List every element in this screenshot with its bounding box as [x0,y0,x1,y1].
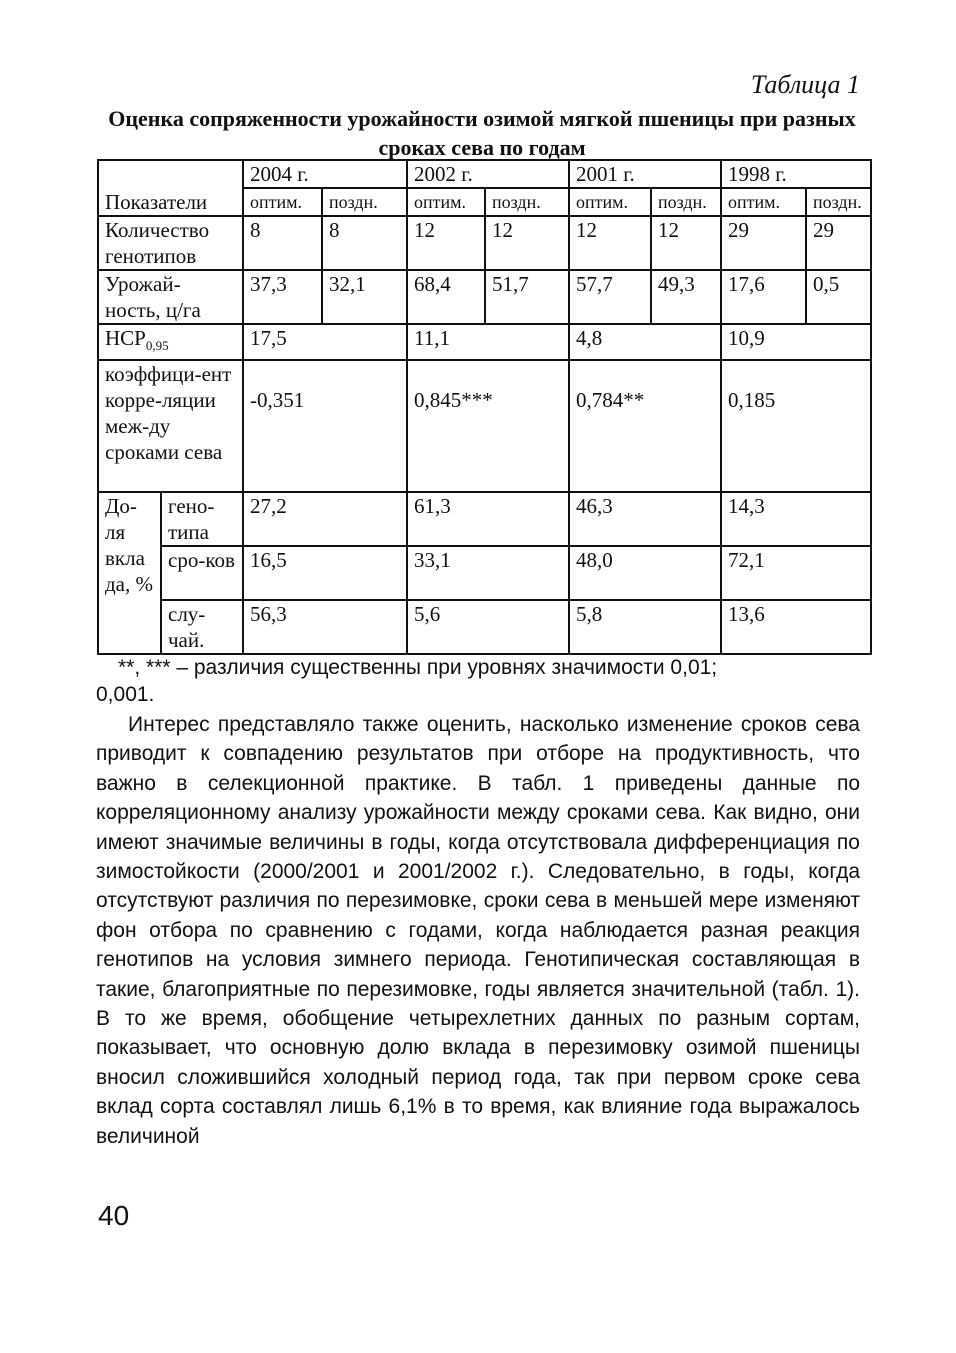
cell: 32,1 [322,270,407,324]
cell: 37,3 [243,270,322,324]
body-paragraph: Интерес представляло также оценить, насколько изменение сроков сева приводит к совпадению результатов при отборе на продуктивность, что важно в селекционной практике. В табл. 1 приведены данные по корреляционному анализу урожайности между сроками сева. Как видно, они имеют значимые величины в годы, когда отсутствовала дифференциация по зимостойкости (2000/2001 и 2001/2002 г.). Следовательно, в годы, когда отсутствуют различия по перезимовке, сроки сева в меньшей мере изменяют фон отбора по сравнению с годами, когда наблюдается разная реакция генотипов на условия зимнего периода. Генотипическая составляющая в такие, благоприятные по перезимовке, годы является значительной (табл. 1). В то же время, обобщение четырехлетних данных по разным сортам, показывает, что основную долю вклада в перезимовку озимой пшеницы вносил сложившийся холодный период года, так при первом сроке сева вклад сорта составлял лишь 6,1% в то время, как влияние года выражалось величиной [96,713,860,1148]
cell: 12 [651,216,721,270]
cell: 0,5 [806,270,871,324]
cell: 11,1 [407,324,569,360]
table-row [98,600,871,654]
cell: 5,6 [407,600,569,654]
cell: 46,3 [569,492,721,546]
row-label [98,324,243,360]
table-title: Оценка сопряженности урожайности озимой мягкой пшеницы при разных сроках сева по годам [108,106,856,160]
cell: 5,8 [569,600,721,654]
cell: -0,351 [243,360,407,492]
cell: 33,1 [407,546,569,600]
hsr-subscript: 0,95 [145,338,169,354]
header-late: поздн. [651,188,721,216]
table-row [98,492,871,546]
header-late: поздн. [485,188,569,216]
cell: 61,3 [407,492,569,546]
header-late: поздн. [322,188,407,216]
cell: 12 [569,216,651,270]
cell: 57,7 [569,270,651,324]
table-caption: Таблица 1 [750,70,860,99]
row-label: Количество генотипов [98,216,243,270]
table-row [98,324,871,360]
cell: 68,4 [407,270,485,324]
table-row [98,216,871,270]
cell: 17,6 [721,270,806,324]
cell: 8 [243,216,322,270]
header-opt: оптим. [721,188,806,216]
cell: 0,784** [569,360,721,492]
header-param: Показатели [98,160,243,216]
cell: 0,845*** [407,360,569,492]
hsr-label: НСР [105,326,146,350]
cell: 17,5 [243,324,407,360]
cell: 12 [485,216,569,270]
data-table [97,159,872,655]
table-row [98,360,871,492]
header-opt: оптим. [407,188,485,216]
table-row [98,546,871,600]
cell: 13,6 [721,600,871,654]
row-label: слу-чай. [161,600,243,654]
table-footnote: **, *** – различия существенны при уровнях значимости 0,01; [118,656,718,679]
cell: 49,3 [651,270,721,324]
cell: 4,8 [569,324,721,360]
header-years-row [98,160,871,188]
cell: 10,9 [721,324,871,360]
page-number: 40 [98,1200,130,1231]
header-year: 2001 г. [569,160,721,188]
row-label: коэффици-ент корре-ляции меж-ду сроками сева [98,360,243,492]
header-year: 2004 г. [243,160,407,188]
cell: 48,0 [569,546,721,600]
row-label: гено-типа [161,492,243,546]
header-year: 1998 г. [721,160,871,188]
cell: 27,2 [243,492,407,546]
header-opt: оптим. [243,188,322,216]
header-late: поздн. [806,188,871,216]
table-row [98,270,871,324]
share-label: До-ля вкла да, % [98,492,161,654]
row-label: сро-ков [161,546,243,600]
header-opt: оптим. [569,188,651,216]
cell: 0,185 [721,360,871,492]
cell: 29 [721,216,806,270]
table-footnote-cont: 0,001. [96,683,155,706]
cell: 56,3 [243,600,407,654]
cell: 72,1 [721,546,871,600]
row-label: Урожай-ность, ц/га [98,270,243,324]
cell: 14,3 [721,492,871,546]
cell: 8 [322,216,407,270]
cell: 29 [806,216,871,270]
header-year: 2002 г. [407,160,569,188]
cell: 16,5 [243,546,407,600]
cell: 51,7 [485,270,569,324]
cell: 12 [407,216,485,270]
